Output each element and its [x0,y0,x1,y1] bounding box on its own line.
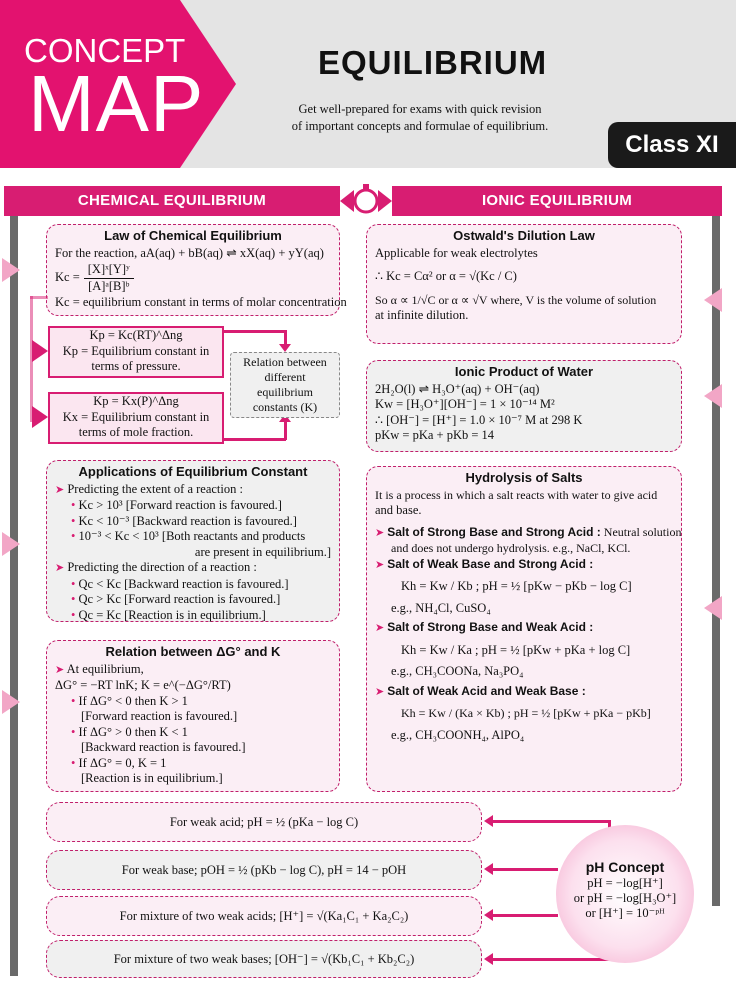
law-of-chemical-equilibrium-box [46,224,347,316]
salt2-equation: Kh = Kw / Kb ; pH = ½ [pKw − pKb − log C] [401,579,632,593]
kp-def-1: Kp = Equilibrium constant in [62,343,210,358]
ostwald-line2: ∴ Kc = Cα² or α = √(Kc / C) [375,269,517,283]
right-chevron-icon [704,596,722,620]
relation-line3: equilibrium [257,385,313,399]
salt3-example: e.g., CH₃COONa, Na₃PO₄ [391,664,524,678]
kx-arrow-icon [32,406,48,428]
hydrolysis-title: Hydrolysis of Salts [465,470,583,485]
salt2-example: e.g., NH₄Cl, CuSO₄ [391,600,491,615]
kc-expression [55,261,331,295]
kx-box [48,392,224,444]
relation-line2: different [264,370,306,384]
salt4-equation: Kh = Kw / (Ka × Kb) ; pH = ½ [pKw + pKa − pKb] [401,706,651,720]
ionic-product-water-box [366,360,682,452]
ostwald-line3: So α ∝ 1/√C or α ∝ √V where, V is the volume of solution [375,292,657,307]
badge-line2: MAP [28,59,205,148]
salt1-head: Salt of Strong Base and Strong Acid : [387,524,601,539]
arrow-left-icon [484,815,493,827]
ph-row-weak-bases-mixture: For mixture of two weak bases; [OH⁻] = √(Kb₁C₁ + Kb₂C₂) [46,940,482,978]
gibbs-bullet-1: If ΔG° < 0 then K > 1 [78,693,188,708]
water-line1: 2H₂O(l) ⇌ H₃O⁺(aq) + OH⁻(aq) [375,381,540,396]
connector-line [490,820,610,823]
arrow-left-icon [484,953,493,965]
connector-line [224,438,286,441]
salt2-head: Salt of Weak Base and Strong Acid : [387,556,594,571]
ph-concept-circle [556,825,694,963]
arrow-down-icon [279,344,291,352]
law-title: Law of Chemical Equilibrium [104,228,282,243]
connector-line [490,868,558,871]
section-chemical-equilibrium: CHEMICAL EQUILIBRIUM [4,186,340,216]
gibbs-bullet-1b: [Forward reaction is favoured.] [81,709,238,723]
kp-equation: Kp = Kc(RT)^Δng [89,328,183,342]
connector-line [284,420,287,440]
kx-def-1: Kx = Equilibrium constant in [62,409,210,424]
water-line2: Kw = [H₃O⁺][OH⁻] = 1 × 10⁻¹⁴ M² [375,397,555,411]
gibbs-equation: ΔG° = −RT lnK; K = e^(−ΔG°/RT) [55,678,231,692]
law-reaction: For the reaction, aA(aq) + bB(aq) ⇌ xX(aq) + yY(aq) [55,245,324,260]
salt1-text: Neutral solution [603,524,682,539]
gibbs-bullet-3b: [Reaction is in equilibrium.] [81,771,223,785]
right-chevron-icon [704,384,722,408]
kx-def-2: terms of mole fraction. [78,425,194,439]
ostwald-line4: at infinite dilution. [375,308,469,322]
ph-concept-title: pH Concept [585,859,665,875]
hydrolysis-intro-1: It is a process in which a salt reacts with water to give acid [375,487,658,502]
left-chevron-icon [2,532,20,556]
connector-line [490,914,558,917]
ph-row-weak-acid: For weak acid; pH = ½ (pKa − log C) [46,802,482,842]
ph-concept-line2: or pH = −log[H₃O⁺] [573,891,677,905]
relation-line4: constants (K) [252,400,318,414]
applications-title: Applications of Equilibrium Constant [78,464,308,479]
left-chevron-icon [2,258,20,282]
right-chevron-icon [704,288,722,312]
right-rail [712,216,720,906]
left-chevron-icon [2,690,20,714]
arrow-left-icon [484,863,493,875]
gibbs-point: At equilibrium, [66,661,144,676]
salt3-head: Salt of Strong Base and Weak Acid : [387,620,594,634]
relation-line1: Relation between [243,355,327,369]
applications-bullet-4: Qc < Kc [Backward reaction is favoured.] [78,576,289,591]
ostwald-line1: Applicable for weak electrolytes [375,245,538,260]
gibbs-bullet-2b: [Backward reaction is favoured.] [81,740,246,754]
connector-line [490,958,610,961]
left-rail [10,216,18,976]
applications-box: Applications of Equilibrium Constant ➤ Predicting the extent of a reaction : • Kc > 10³ [Forward reaction is favoured.] • Kc < 10⁻³ [Backward reaction is favoured.] • 10⁻³ < Kc < 10³ [Both reactants and products are present in equilibrium.] ➤ Predicting the direction of a reaction : • Qc < Kc [Backward reaction is favoured.] • Qc > Kc [Forward reaction is favoured.] • Qc = Kc [Reaction is in equilibrium.] [46,460,340,622]
applications-bullet-1: Kc > 10³ [Forward reaction is favoured.] [78,498,282,512]
applications-point-2: Predicting the direction of a reaction : [67,560,257,574]
water-title: Ionic Product of Water [454,364,594,379]
salt4-head: Salt of Weak Acid and Weak Base : [387,683,586,698]
hydrolysis-of-salts-box: Hydrolysis of Salts It is a process in which a salt reacts with water to give acid and base. ➤ Salt of Strong Base and Strong Acid : Neutral solution and does not undergo hydrolysis. e.g., NaCl, KCl. ➤ Salt of Weak Base and Strong Acid : Kh = Kw / Kb ; pH = ½ [pKw − pKb − log C] e.g., NH₄Cl, CuSO₄ ➤ Salt of Strong Base and Weak Acid : Kh = Kw / Ka ; pH = ½ [pKw + pKa + log C] e.g., CH₃COONa, Na₃PO₄ ➤ Salt of Weak Acid and Weak Base : Kh = Kw / (Ka × Kb) ; pH = ½ [pKw + pKa − pKb] e.g., CH₃COONH₄, AlPO₄ [366,466,682,792]
class-label: Class XI [608,122,736,168]
applications-bullet-6: Qc = Kc [Reaction is in equilibrium.] [78,607,266,622]
kp-box [48,326,224,378]
water-line3: ∴ [OH⁻] = [H⁺] = 1.0 × 10⁻⁷ M at 298 K [375,412,583,427]
gibbs-title: Relation between ΔG° and K [105,644,281,659]
kp-def-2: terms of pressure. [91,359,181,373]
ph-concept-line1: pH = −log[H⁺] [587,876,663,890]
ph-row-weak-base: For weak base; pOH = ½ (pKb − log C), pH = 14 − pOH [46,850,482,890]
arrow-left-icon [484,909,493,921]
ph-concept-line3: or [H⁺] = 10⁻ᵖᴴ [585,906,665,920]
page-subtitle: Get well-prepared for exams with quick revision of important concepts and formulae of equilibrium. [291,102,549,133]
salt1-text2: and does not undergo hydrolysis. e.g., NaCl, KCl. [391,541,631,555]
salt3-equation: Kh = Kw / Ka ; pH = ½ [pKw + pKa + log C] [401,642,631,657]
ostwald-dilution-box [366,224,682,344]
kc-lhs: Kc = [55,270,80,285]
badge-line1: CONCEPT [24,32,186,69]
center-connector-icon [340,184,392,218]
applications-bullet-5: Qc > Kc [Forward reaction is favoured.] [78,592,281,606]
hydrolysis-intro-2: and base. [375,503,422,517]
water-line4: pKw = pKa + pKb = 14 [375,428,495,442]
ostwald-title: Ostwald's Dilution Law [453,228,595,243]
connector-line [30,296,48,299]
connector-line [224,330,286,333]
applications-point-1: Predicting the extent of a reaction : [67,481,243,496]
kc-definition: Kc = equilibrium constant in terms of molar concentration [55,295,347,309]
kc-numerator: [X]ˣ[Y]ʸ [84,262,134,279]
applications-bullet-2: Kc < 10⁻³ [Backward reaction is favoured.] [78,513,297,528]
salt4-example: e.g., CH₃COONH₄, AlPO₄ [391,727,525,742]
applications-bullet-3a: 10⁻³ < Kc < 10³ [Both reactants and products [78,529,306,543]
gibbs-bullet-2: If ΔG° > 0 then K < 1 [78,724,188,739]
ph-row-weak-acids-mixture: For mixture of two weak acids; [H⁺] = √(Ka₁C₁ + Ka₂C₂) [46,896,482,936]
gibbs-bullet-3: If ΔG° = 0, K = 1 [78,755,167,770]
section-ionic-equilibrium: IONIC EQUILIBRIUM [392,186,722,216]
gibbs-relation-box: Relation between ΔG° and K ➤ At equilibrium, ΔG° = −RT lnK; K = e^(−ΔG°/RT) • If ΔG° < 0 then K > 1 [Forward reaction is favoured.] • If ΔG° > 0 then K < 1 [Backward reaction is favoured.] • If ΔG° = 0, K = 1 [Reaction is in equilibrium.] [46,640,340,792]
relation-constants-box [230,352,340,418]
kx-equation: Kp = Kx(P)^Δng [93,394,179,408]
kp-arrow-icon [32,340,48,362]
page-title: EQUILIBRIUM [318,44,548,81]
applications-bullet-3b: are present in equilibrium.] [194,544,331,559]
kc-denominator: [A]ᵃ[B]ᵇ [88,278,130,293]
